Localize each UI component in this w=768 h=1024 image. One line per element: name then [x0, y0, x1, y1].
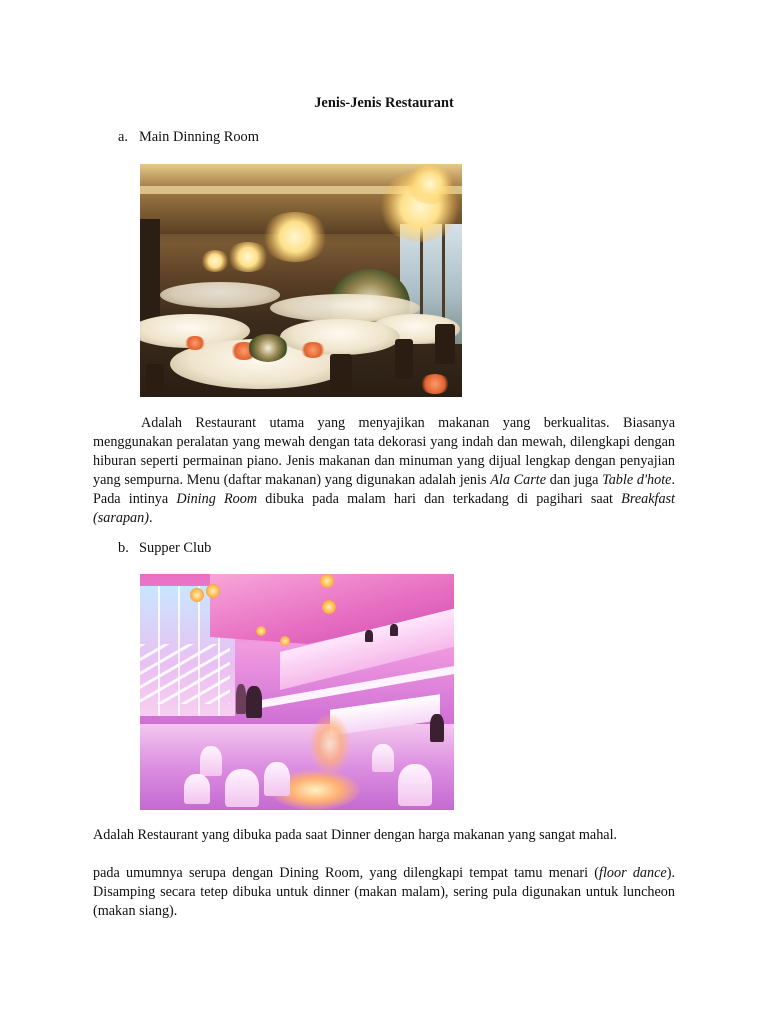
list-marker: b.	[118, 540, 129, 556]
supper-club-description: pada umumnya serupa dengan Dining Room, yang dilengkapi tempat tamu menari (floor dance). Disamping secara tetep dibuka untuk dinner (makan malam), sering pula digunakan untuk luncheon (makan siang).	[93, 865, 675, 919]
supper-club-summary: Adalah Restaurant yang dibuka pada saat Dinner dengan harga makanan yang sangat mahal.	[93, 827, 618, 843]
list-marker: a.	[118, 129, 128, 145]
main-dining-room-photo	[140, 164, 462, 397]
section-heading-label: Main Dinning Room	[139, 129, 259, 145]
page-title: Jenis-Jenis Restaurant	[314, 95, 454, 111]
main-dining-room-description: Adalah Restaurant utama yang menyajikan makanan yang berkualitas. Biasanya menggunakan peralatan yang mewah dengan tata dekorasi yang indah dan mewah, dilengkapi dengan hiburan seperti permainan piano. Jenis makanan dan minuman yang dijual lengkap dengan penyajian yang sempurna. Menu (daftar makanan) yang digunakan adalah jenis Ala Carte dan juga Table d'hote. Pada intinya Dining Room dibuka pada malam hari dan terkadang di pagihari saat Breakfast (sarapan).	[93, 415, 676, 526]
supper-club-photo	[140, 574, 454, 810]
section-heading-label: Supper Club	[139, 540, 212, 556]
section-heading-b	[118, 539, 211, 558]
section-heading-a	[118, 128, 259, 147]
